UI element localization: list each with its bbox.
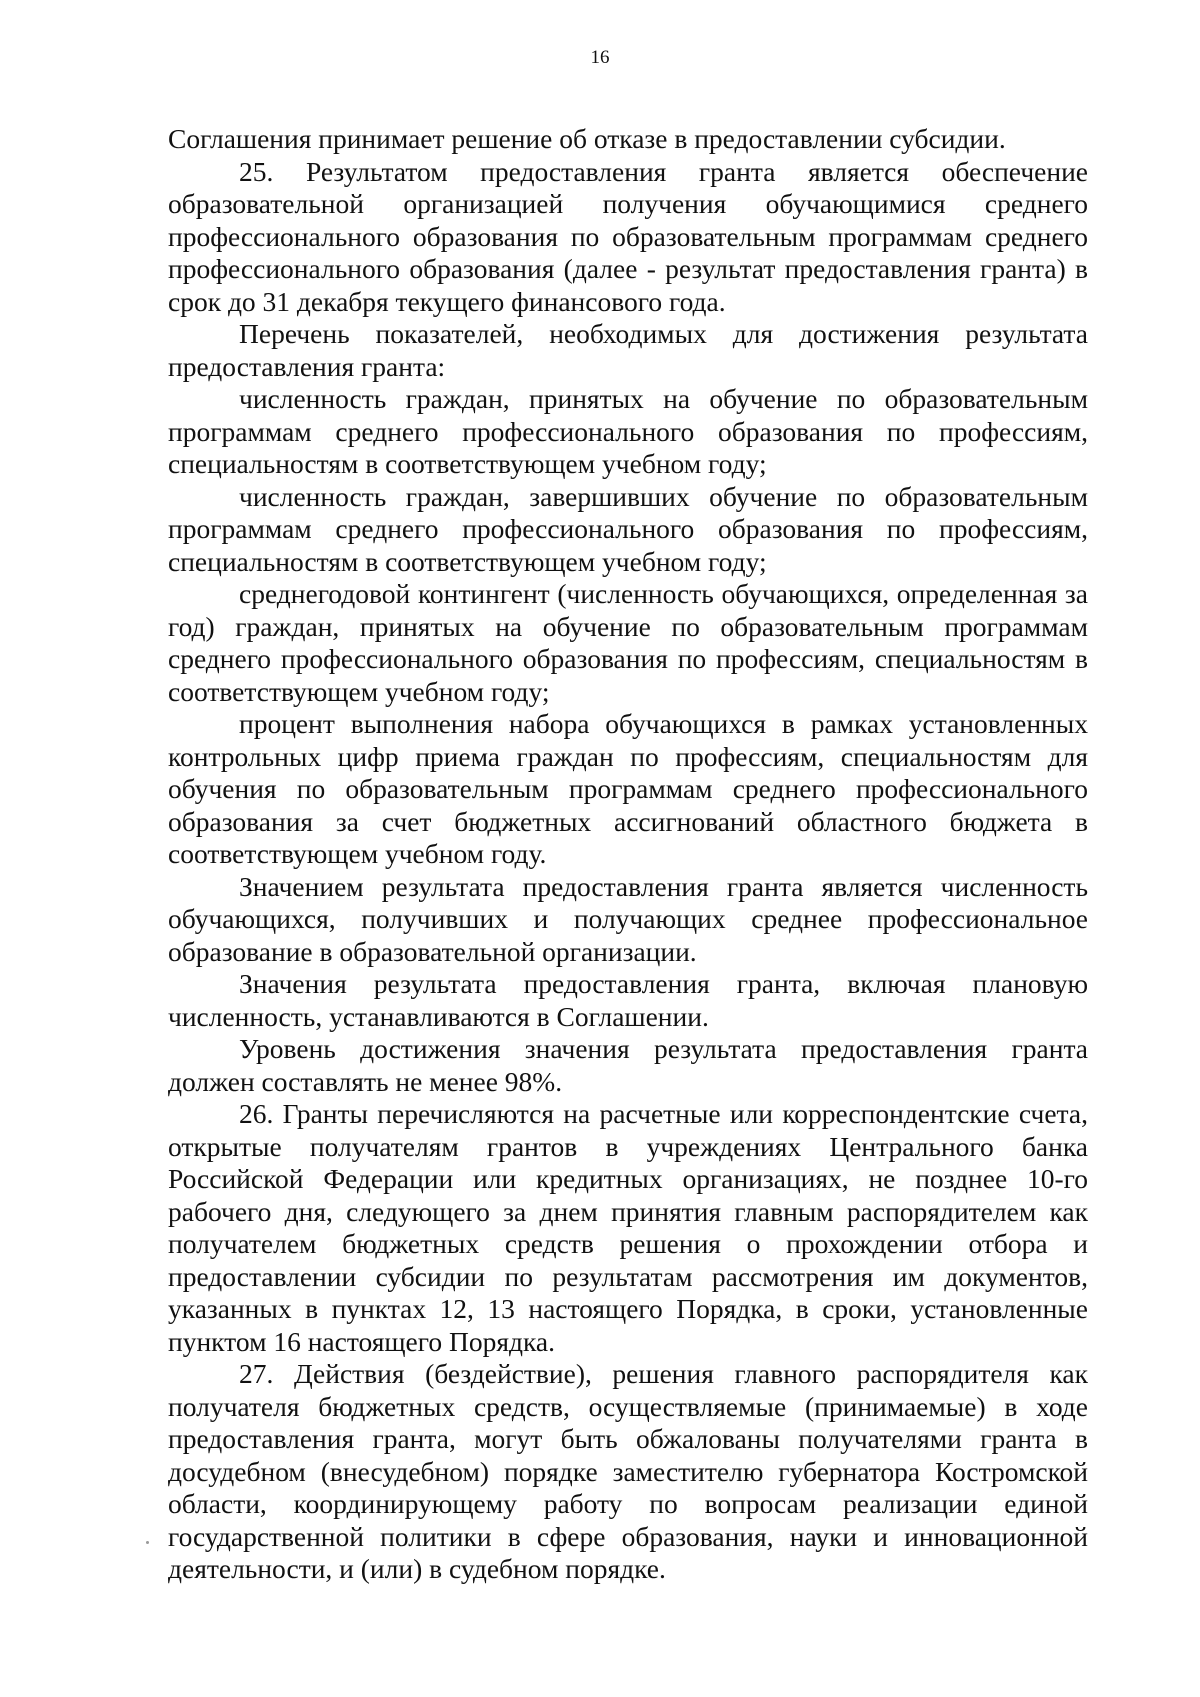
scan-speck [146, 1541, 149, 1544]
page-number: 16 [590, 47, 610, 68]
paragraph-item-27: 27. Действия (бездействие), решения главного распорядителя как получателя бюджетных средств, осуществляемые (принимаемые) в ходе предоставления гранта, могут быть обжалованы получателями гранта в досудебном (внесудебном) порядке заместителю губернатора Костромской области, координирующему работу по вопросам реализации единой государственной политики в сфере образования, науки и инновационной деятельности, и (или) в судебном порядке. [168, 1358, 1088, 1584]
paragraph-result-agreement: Значения результата предоставления гранта, включая плановую численность, устанавливаются в Соглашении. [168, 968, 1088, 1032]
paragraph-indicator-graduated: численность граждан, завершивших обучение по образовательным программам среднего профессионального образования по профессиям, специальностям в соответствующем учебном году; [168, 480, 1088, 577]
paragraph-indicator-enrollment-percent: процент выполнения набора обучающихся в рамках установленных контрольных цифр приема граждан по профессиям, специальностям для обучения по образовательным программам среднего профессионального образования за счет бюджетных ассигнований областного бюджета в соответствующем учебном году. [168, 708, 1088, 869]
paragraph-indicator-admitted: численность граждан, принятых на обучение по образовательным программам среднего профессионального образования по профессиям, специальностям в соответствующем учебном году; [168, 383, 1088, 479]
paragraph-indicators-intro: Перечень показателей, необходимых для достижения результата предоставления гранта: [168, 318, 1088, 382]
paragraph-continuation: Соглашения принимает решение об отказе в предоставлении субсидии. [168, 123, 1006, 154]
paragraph-result-value: Значением результата предоставления гранта является численность обучающихся, получивших и получающих среднее профессиональное образование в образовательной организации. [168, 870, 1088, 967]
paragraph-item-25: 25. Результатом предоставления гранта является обеспечение образовательной организацией получения обучающимися среднего профессионального образования по образовательным программам среднего профессионального образования (далее - результат предоставления гранта) в срок до 31 декабря текущего финансового года. [168, 155, 1088, 317]
paragraph-achievement-level: Уровень достижения значения результата предоставления гранта должен составлять не менее 98%. [168, 1033, 1088, 1097]
paragraph-indicator-contingent: среднегодовой контингент (численность обучающихся, определенная за год) граждан, принятых на обучение по образовательным программам среднего профессионального образования по профессиям, специальностям в соответствующем учебном году; [168, 578, 1088, 707]
document-body [168, 123, 1088, 1586]
paragraph-item-26: 26. Гранты перечисляются на расчетные или корреспондентские счета, открытые получателям грантов в учреждениях Центрального банка Российской Федерации или кредитных организациях, не позднее 10-го рабочего дня, следующего за днем принятия главным распорядителем как получателем бюджетных средств решения о прохождении отбора и предоставлении субсидии по результатам рассмотрения им документов, указанных в пунктах 12, 13 настоящего Порядка, в сроки, установленные пунктом 16 настоящего Порядка. [168, 1098, 1088, 1357]
